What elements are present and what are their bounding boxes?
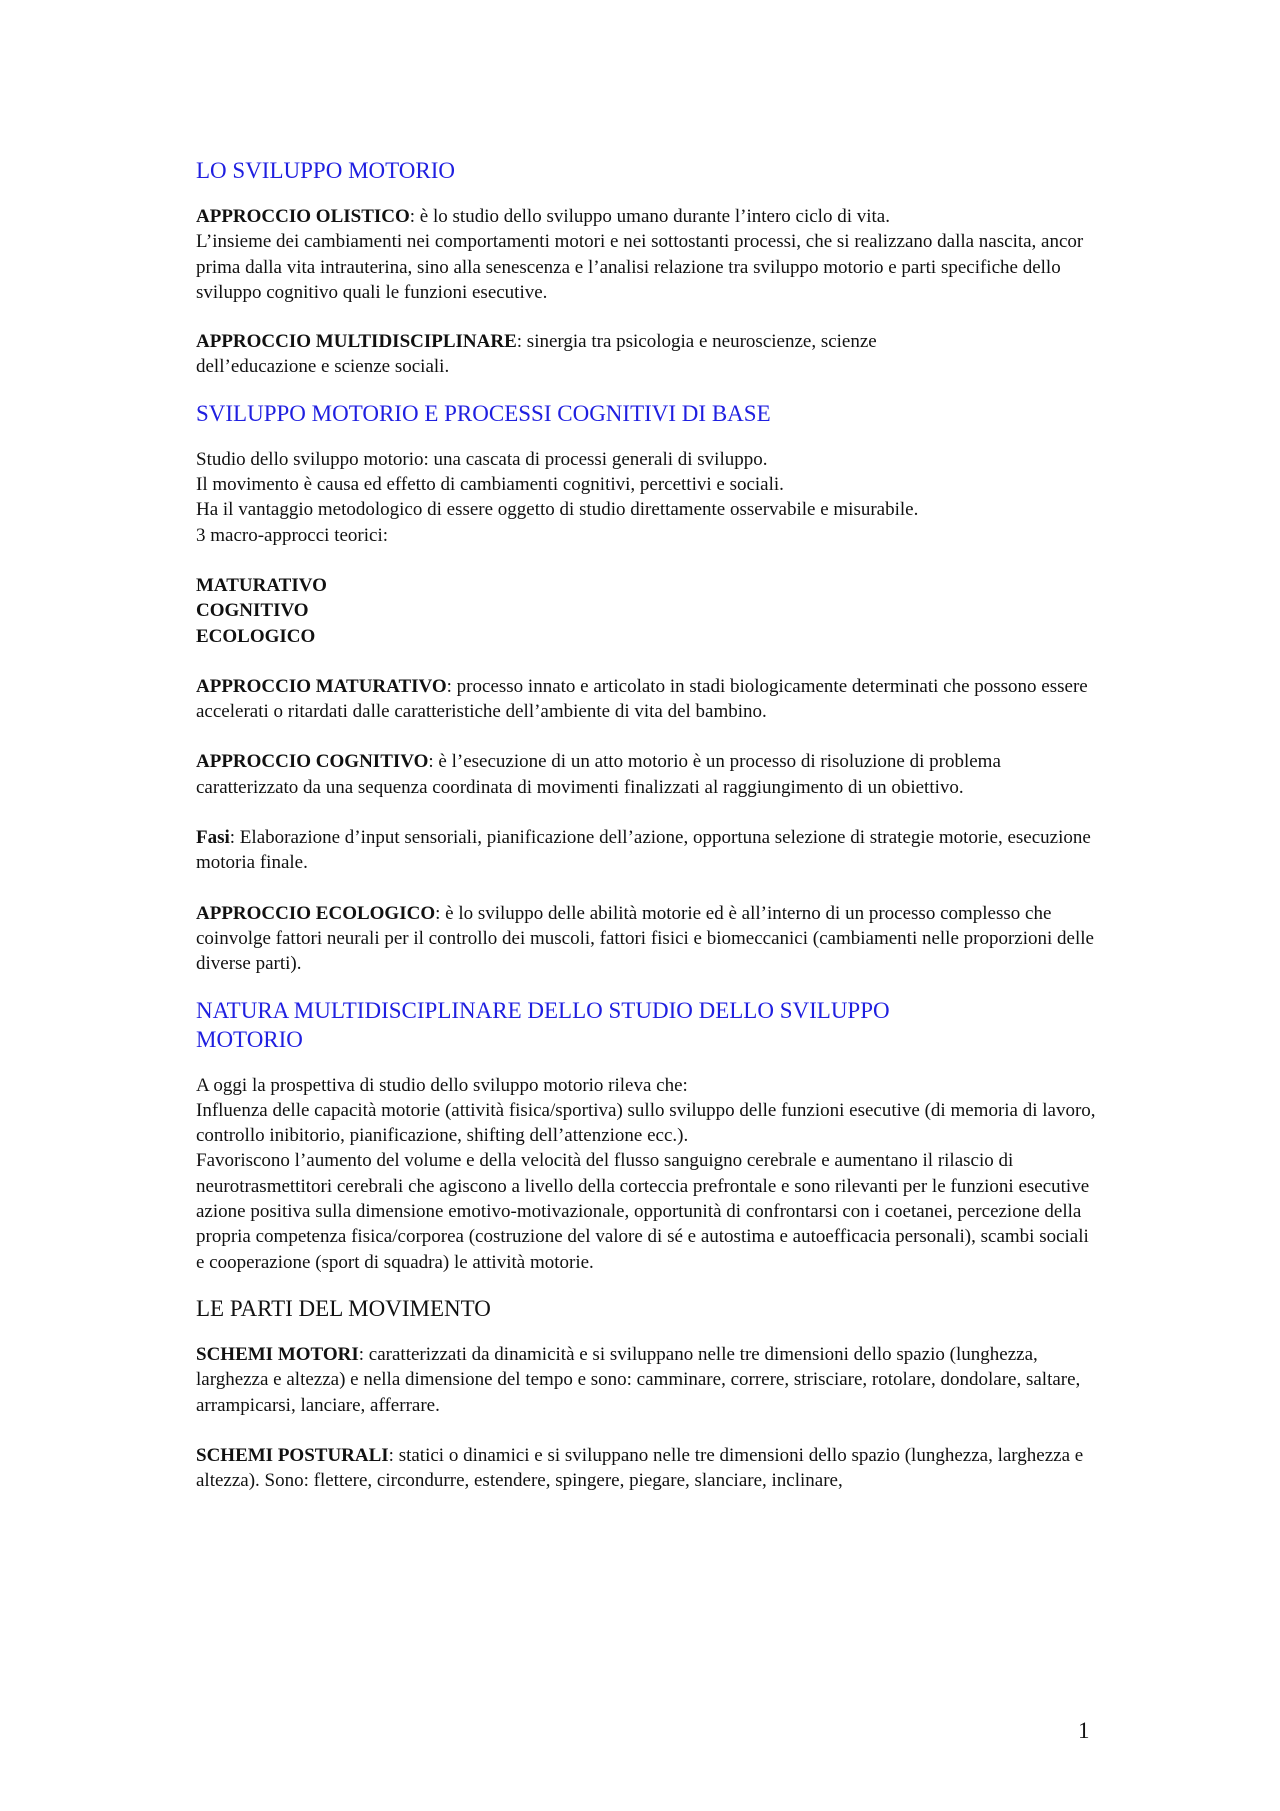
paragraph-schemi-motori (196, 1342, 1096, 1418)
text-approccio-multidisciplinare: : sinergia tra psicologia e neuroscienze, scienze (516, 331, 877, 353)
approach-cognitivo: COGNITIVO (196, 600, 309, 622)
text-approccio-olistico: : è lo studio dello sviluppo umano durante l’intero ciclo di vita. (409, 206, 890, 227)
paragraph-fasi (196, 825, 1096, 876)
text-line: Ha il vantaggio metodologico di essere oggetto di studio direttamente osservabile e misurabile. (196, 499, 919, 521)
paragraph-studio-sviluppo (196, 447, 1096, 548)
text-approccio-ecologico: : è lo sviluppo delle abilità motorie ed è all’interno di un processo complesso che coinvolge fattori neurali per il controllo dei muscoli, fattori fisici e biomeccanici (cambiamenti nelle proporzioni delle diverse parti). (196, 902, 1094, 975)
paragraph-schemi-posturali (196, 1443, 1096, 1494)
heading-lo-sviluppo-motorio: LO SVILUPPO MOTORIO (196, 158, 455, 183)
term-fasi: Fasi (196, 827, 230, 849)
text-approccio-olistico-rest: L’insieme dei cambiamenti nei comportamenti motori e nei sottostanti processi, che si realizzano dalla nascita, ancor prima dalla vita intrauterina, sino alla senescenza e l’analisi relazione tra sviluppo motorio e parti specifiche dello sviluppo cognitivo quali le funzioni esecutive. (196, 231, 1084, 303)
document-page (196, 156, 1096, 1493)
text-line: Studio dello sviluppo motorio: una cascata di processi generali di sviluppo. (196, 448, 768, 470)
paragraph-approccio-ecologico (196, 901, 1096, 977)
term-approccio-olistico: APPROCCIO OLISTICO (196, 206, 410, 227)
text-approccio-multidisciplinare-rest: dell’educazione e scienze sociali. (196, 356, 450, 378)
text-line: Il movimento è causa ed effetto di cambiamenti cognitivi, percettivi e sociali. (196, 474, 784, 496)
text-approccio-cognitivo: : è l’esecuzione di un atto motorio è un processo di risoluzione di problema caratterizzato da una sequenza coordinata di movimenti finalizzati al raggiungimento di un obiettivo. (196, 751, 1001, 798)
paragraph-approccio-cognitivo (196, 749, 1096, 800)
text-line: 3 macro-approcci teorici: (196, 524, 389, 546)
term-approccio-multidisciplinare: APPROCCIO MULTIDISCIPLINARE (196, 331, 517, 353)
text-line: A oggi la prospettiva di studio dello sviluppo motorio rileva che: (196, 1074, 688, 1096)
approach-ecologico: ECOLOGICO (196, 625, 316, 647)
heading-le-parti-del-movimento: LE PARTI DEL MOVIMENTO (196, 1295, 491, 1321)
term-approccio-ecologico: APPROCCIO ECOLOGICO (196, 902, 436, 924)
term-schemi-motori: SCHEMI MOTORI (196, 1343, 359, 1365)
approach-maturativo: MATURATIVO (196, 574, 327, 596)
text-fasi: : Elaborazione d’input sensoriali, pianificazione dell’azione, opportuna selezione di strategie motorie, esecuzione motoria finale. (196, 827, 1091, 874)
text-line: Influenza delle capacità motorie (attività fisica/sportiva) sullo sviluppo delle funzioni esecutive (di memoria di lavoro, controllo inibitorio, pianificazione, shifting dell’attenzione ecc.). (196, 1099, 1096, 1147)
paragraph-approccio-olistico (196, 204, 1096, 305)
paragraph-prospettiva (196, 1073, 1096, 1275)
text-approccio-maturativo: : processo innato e articolato in stadi biologicamente determinati che possono essere accelerati o ritardati dalle caratteristiche dell’ambiente di vita del bambino. (196, 675, 1088, 723)
page-number: 1 (1078, 1718, 1090, 1743)
text-schemi-posturali: : statici o dinamici e si sviluppano nelle tre dimensioni dello spazio (lunghezza, larghezza e altezza). Sono: flettere, circondurre, estendere, spingere, piegare, slanciare, inclinare, (196, 1444, 1084, 1492)
term-approccio-cognitivo: APPROCCIO COGNITIVO (196, 751, 429, 773)
paragraph-approccio-multidisciplinare (196, 329, 996, 380)
text-schemi-motori: : caratterizzati da dinamicità e si sviluppano nelle tre dimensioni dello spazio (lunghezza, larghezza e altezza) e nella dimensione del tempo e sono: camminare, correre, strisciare, rotolare, dondolare, saltare, arrampicarsi, lanciare, afferrare. (196, 1343, 1081, 1416)
heading-natura-multidisciplinare: NATURA MULTIDISCIPLINARE DELLO STUDIO DELLO SVILUPPO MOTORIO (196, 997, 890, 1052)
text-line: Favoriscono l’aumento del volume e della velocità del flusso sanguigno cerebrale e aumentano il rilascio di neurotrasmettitori cerebrali che agiscono a livello della corteccia prefrontale e sono rilevanti per le funzioni esecutive azione positiva sulla dimensione emotivo-motivazionale, opportunità di confrontarsi con i coetanei, percezione della propria competenza fisica/corporea (costruzione del valore di sé e autostima e autoefficacia personali), scambi sociali e cooperazione (sport di squadra) le attività motorie. (196, 1150, 1090, 1273)
term-approccio-maturativo: APPROCCIO MATURATIVO (196, 675, 447, 697)
heading-sviluppo-motorio-processi: SVILUPPO MOTORIO E PROCESSI COGNITIVI DI BASE (196, 400, 771, 426)
term-schemi-posturali: SCHEMI POSTURALI (196, 1444, 389, 1466)
approaches-list (196, 573, 1096, 649)
paragraph-approccio-maturativo (196, 674, 1096, 725)
